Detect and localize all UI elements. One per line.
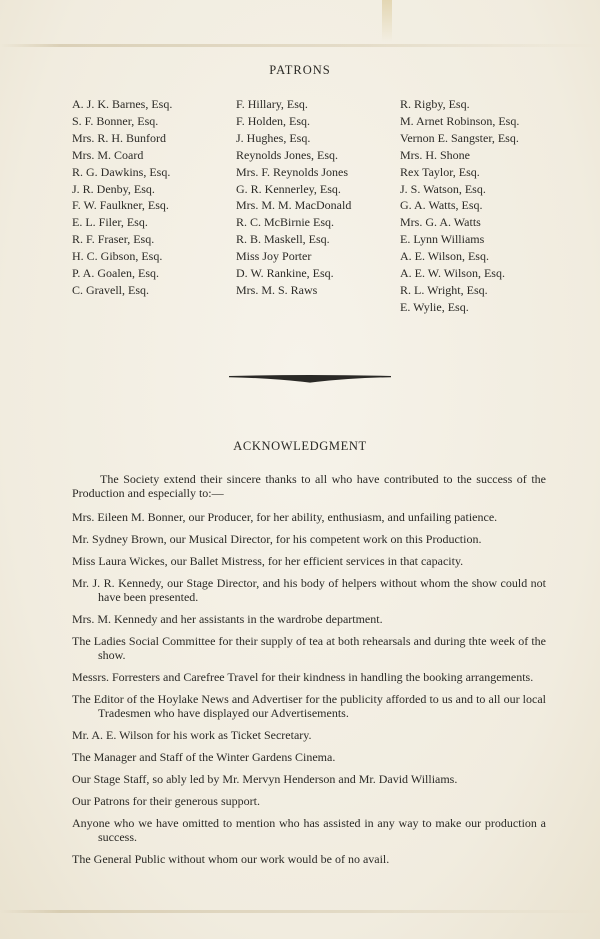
paper-fold-top [0,44,600,47]
patron-name: R. C. McBirnie Esq. [236,215,334,230]
patron-name: E. Lynn Williams [400,232,485,247]
acknowledgment-item: The Manager and Staff of the Winter Gardens Cinema. [72,750,336,764]
paper-stain [382,0,392,42]
decorative-divider [229,374,391,383]
patrons-column-2 [236,96,351,299]
acknowledgment-body [72,472,546,874]
acknowledgment-item: Mr. Sydney Brown, our Musical Director, for his competent work on this Production. [72,532,482,546]
acknowledgment-item: The Ladies Social Committee for their supply of tea at both rehearsals and during thte week of the show. [72,634,546,662]
acknowledgment-item: Miss Laura Wickes, our Ballet Mistress, for her efficient services in that capacity. [72,554,464,568]
patron-name: C. Gravell, Esq. [72,282,149,297]
acknowledgment-item: Mr. A. E. Wilson for his work as Ticket Secretary. [72,728,312,742]
patron-name: Vernon E. Sangster, Esq. [400,130,519,145]
patron-name: Mrs. R. H. Bunford [72,130,167,145]
patron-name: P. A. Goalen, Esq. [72,266,159,281]
patron-name: Reynolds Jones, Esq. [236,147,338,162]
patron-name: Mrs. G. A. Watts [400,215,481,230]
acknowledgment-item: The General Public without whom our work would be of no avail. [72,852,390,866]
paper-fold-bottom [0,910,600,913]
acknowledgment-item: The Editor of the Hoylake News and Advertiser for the publicity afforded to us and to all our local Tradesmen who have displayed our Advertisements. [72,692,546,720]
acknowledgment-item: Anyone who we have omitted to mention who has assisted in any way to make our production a success. [72,816,546,844]
patrons-column-1 [72,96,172,299]
patron-name: Rex Taylor, Esq. [400,164,480,179]
patron-name: R. Rigby, Esq. [400,97,470,111]
patron-name: E. Wylie, Esq. [400,299,469,314]
patron-name: F. Hillary, Esq. [236,97,308,111]
patron-name: Mrs. M. Coard [72,147,144,162]
patron-name: M. Arnet Robinson, Esq. [400,113,520,128]
patron-name: F. W. Faulkner, Esq. [72,198,169,213]
patrons-column-3 [400,96,519,316]
patron-name: Mrs. H. Shone [400,147,471,162]
patron-name: J. Hughes, Esq. [236,130,311,145]
patron-name: R. B. Maskell, Esq. [236,232,330,247]
patron-name: J. S. Watson, Esq. [400,181,486,196]
patron-name: Mrs. F. Reynolds Jones [236,164,349,179]
patron-name: G. A. Watts, Esq. [400,198,483,213]
acknowledgment-item: Our Stage Staff, so ably led by Mr. Mervyn Henderson and Mr. David Williams. [72,772,458,786]
patron-name: S. F. Bonner, Esq. [72,113,159,128]
patron-name: A. E. W. Wilson, Esq. [400,266,505,281]
patron-name: Miss Joy Porter [236,249,312,264]
acknowledgment-item: Mrs. M. Kennedy and her assistants in the wardrobe department. [72,612,383,626]
patron-name: A. E. Wilson, Esq. [400,249,489,264]
patron-name: J. R. Denby, Esq. [72,181,155,196]
patrons-heading: PATRONS [269,63,331,77]
acknowledgment-heading: ACKNOWLEDGMENT [233,439,367,453]
patron-name: G. R. Kennerley, Esq. [236,181,341,196]
patron-name: Mrs. M. M. MacDonald [236,198,352,213]
patron-name: E. L. Filer, Esq. [72,215,148,230]
patron-name: R. G. Dawkins, Esq. [72,164,171,179]
patron-name: Mrs. M. S. Raws [236,282,318,297]
acknowledgment-item: Messrs. Forresters and Carefree Travel for their kindness in handling the booking arrangements. [72,670,534,684]
patron-name: R. L. Wright, Esq. [400,282,488,297]
patron-name: D. W. Rankine, Esq. [236,266,334,281]
acknowledgment-item: Our Patrons for their generous support. [72,794,260,808]
acknowledgment-item: Mr. J. R. Kennedy, our Stage Director, and his body of helpers without whom the show could not have been presented. [72,576,546,604]
patron-name: R. F. Fraser, Esq. [72,232,155,247]
patron-name: A. J. K. Barnes, Esq. [72,97,173,111]
acknowledgment-item: Mrs. Eileen M. Bonner, our Producer, for her ability, enthusiasm, and unfailing patience. [72,510,498,524]
acknowledgment-intro: The Society extend their sincere thanks to all who have contributed to the success of the Production and especially to:— [72,472,546,500]
patron-name: H. C. Gibson, Esq. [72,249,163,264]
patron-name: F. Holden, Esq. [236,113,311,128]
